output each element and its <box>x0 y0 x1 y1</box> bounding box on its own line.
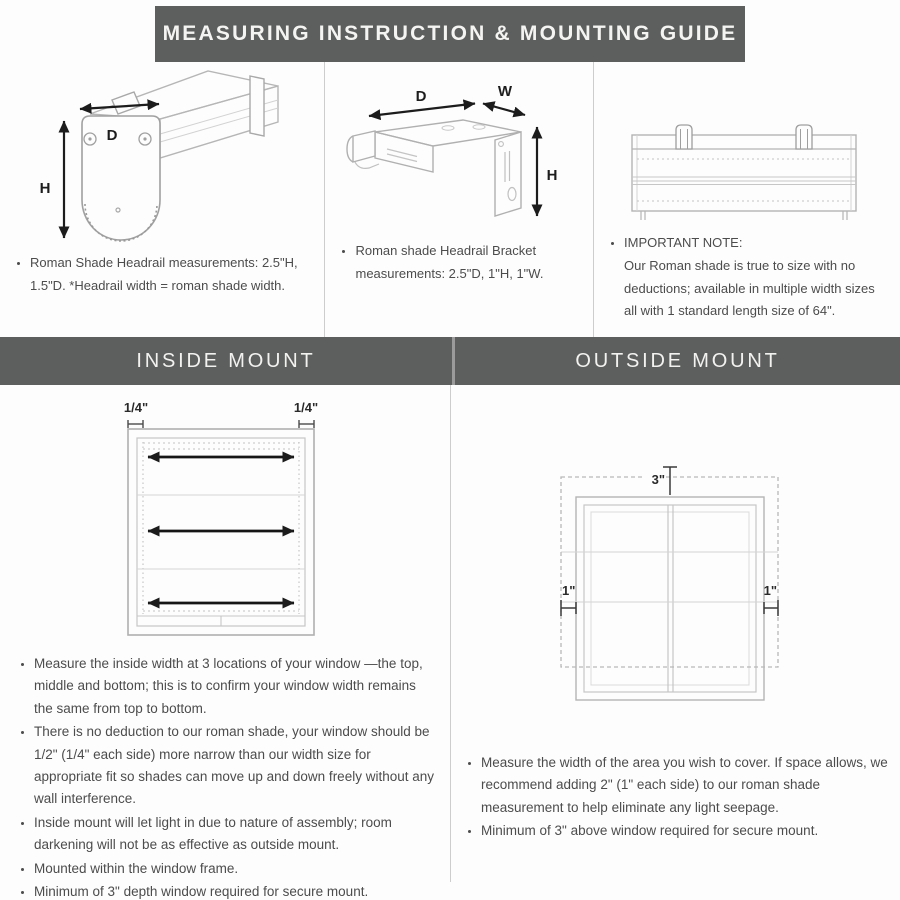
outside-mount-banner <box>455 337 900 385</box>
bracket-line-art <box>347 120 521 216</box>
inside-mount-bullet: • Measure the inside width at 3 locations of your window —the top, middle and bottom; this is to confirm your window width remains the same from top to bottom. <box>34 653 438 720</box>
important-note <box>624 232 886 323</box>
inside-mount-bullet: • Inside mount will let light in due to nature of assembly; room darkening will not be as effective as outside mount. <box>34 812 438 857</box>
headrail-depth-label: D <box>106 127 118 144</box>
page-title-banner <box>155 6 745 62</box>
panel-important-note <box>593 62 900 338</box>
headrail-note-list <box>8 252 314 298</box>
inside-mount-bullet: • Mounted within the window frame. <box>34 858 438 880</box>
inside-mount-bullet: • Minimum of 3" depth window required for secure mount. <box>34 881 438 900</box>
important-note-title: • IMPORTANT NOTE: <box>624 235 743 250</box>
outside-mount-bullet-list <box>451 752 900 843</box>
bracket-width-arrow <box>483 104 525 116</box>
inside-mount-title: INSIDE MOUNT <box>136 349 316 372</box>
panel-bracket <box>324 62 593 338</box>
mount-bracket-left <box>676 125 692 149</box>
bracket-depth-arrow <box>369 104 475 117</box>
inside-mount-bullet: • There is no deduction to our roman shade, your window should be 1/2" (1/4" each side) more narrow than our width size for appropriate fit so shades can move up and down freely without any wall interference. <box>34 721 438 811</box>
bracket-diagram <box>345 70 575 240</box>
spec-panels-row <box>0 62 900 338</box>
page-title: MEASURING INSTRUCTION & MOUNTING GUIDE <box>162 22 738 45</box>
mount-section-banners <box>0 337 900 385</box>
bracket-depth-label: D <box>416 88 427 105</box>
rail-front-line-art <box>632 125 856 220</box>
inside-quarter-dims <box>128 420 314 428</box>
bracket-note: • Roman shade Headrail Bracket measurements: 2.5"D, 1"H, 1"W. <box>355 240 579 286</box>
outside-top-dim <box>642 467 677 495</box>
outside-mount-section <box>451 385 900 882</box>
outside-right-gap-label: 1" <box>763 583 777 598</box>
headrail-line-art <box>82 71 278 241</box>
outside-mount-bullet: • Minimum of 3" above window required for secure mount. <box>481 820 888 842</box>
outside-window-line-art <box>561 477 778 700</box>
important-note-list <box>602 232 890 323</box>
inside-mount-banner <box>0 337 452 385</box>
headrail-note: • Roman Shade Headrail measurements: 2.5"H, 1.5"D. *Headrail width = roman shade width. <box>30 252 310 298</box>
headrail-height-label: H <box>39 180 51 197</box>
headrail-front-diagram <box>610 102 890 232</box>
mount-content-row <box>0 385 900 900</box>
outside-mount-bullet: • Measure the width of the area you wish to cover. If space allows, we recommend adding 2" (1" each side) to our roman shade measurement to help eliminate any light seepage. <box>481 752 888 819</box>
inside-mount-section <box>0 385 451 900</box>
outside-left-gap-label: 1" <box>561 583 575 598</box>
outside-top-gap-label: 3" <box>651 472 665 487</box>
inside-left-gap-label: 1/4" <box>123 400 149 415</box>
outside-mount-diagram <box>536 440 816 720</box>
mount-bracket-right <box>796 125 812 149</box>
panel-headrail <box>0 62 324 338</box>
outside-mount-title: OUTSIDE MOUNT <box>575 349 780 372</box>
inside-right-gap-label: 1/4" <box>293 400 319 415</box>
headrail-diagram <box>12 62 302 252</box>
inside-mount-bullet-list <box>0 653 450 900</box>
bracket-width-label: W <box>498 83 513 100</box>
important-note-body: Our Roman shade is true to size with no deductions; available in multiple width sizes all with 1 standard length size of 64". <box>624 257 875 319</box>
inside-mount-diagram <box>100 395 350 645</box>
inside-width-arrows <box>148 457 294 603</box>
bracket-note-list <box>333 240 583 286</box>
bracket-height-label: H <box>547 167 558 184</box>
